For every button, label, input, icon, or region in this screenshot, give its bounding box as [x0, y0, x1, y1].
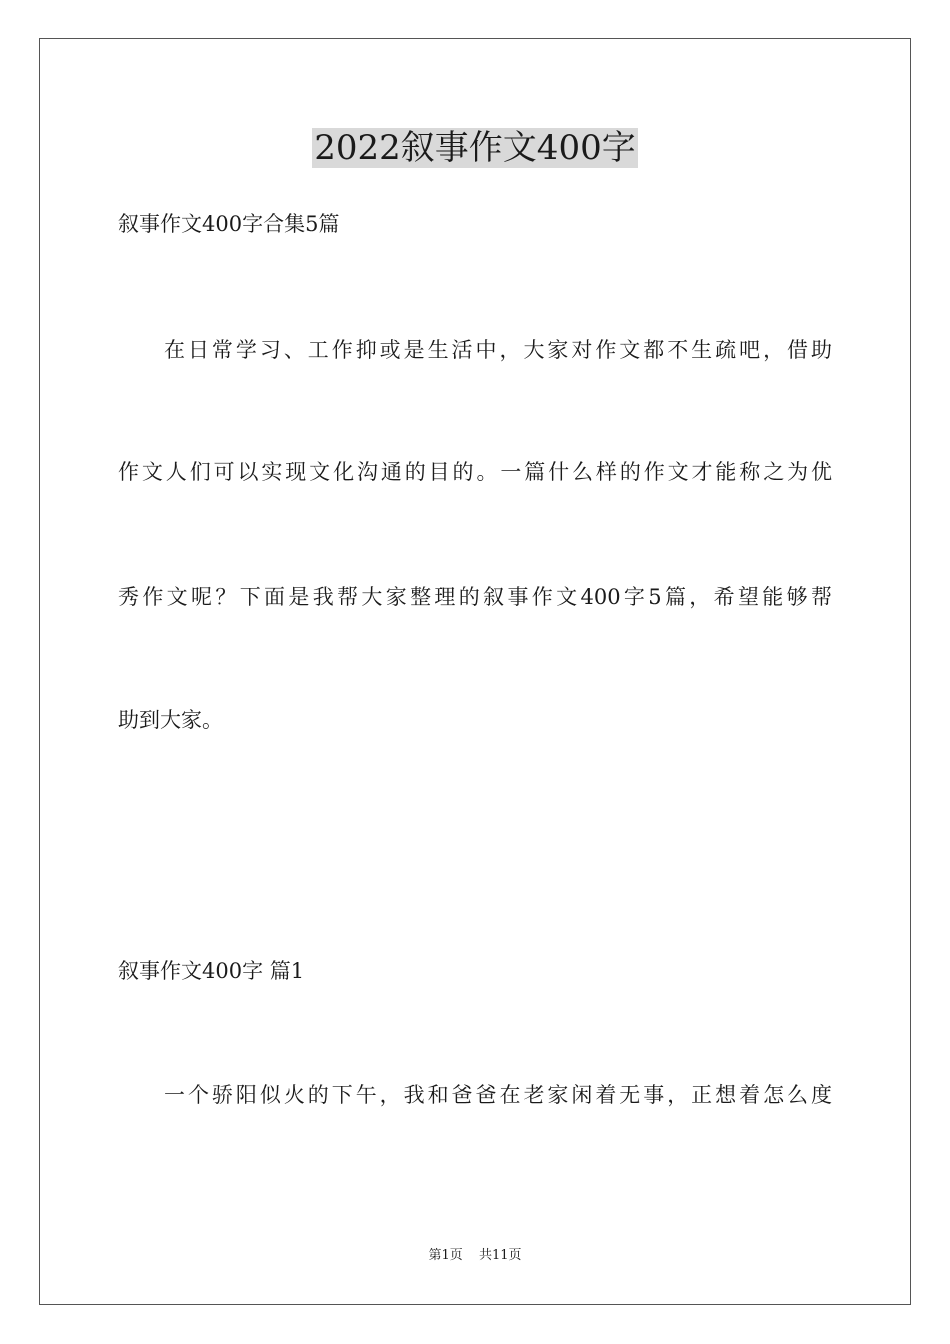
page-total: 共11页 [478, 1248, 522, 1263]
page-number: 第1页 [428, 1248, 463, 1263]
section-heading: 叙事作文400字 篇1 [118, 959, 305, 983]
paragraph-line: 助到大家。 [118, 708, 223, 732]
paragraph-line: 秀作文呢？下面是我帮大家整理的叙事作文400字5篇，希望能够帮 [118, 585, 832, 609]
paragraph-line: 在日常学习、工作抑或是生活中，大家对作文都不生疏吧，借助 [164, 338, 832, 362]
page-footer [0, 1246, 950, 1266]
title-text: 2022叙事作文400字 [314, 128, 636, 168]
paragraph-line: 作文人们可以实现文化沟通的目的。一篇什么样的作文才能称之为优 [118, 460, 832, 484]
document-subtitle: 叙事作文400字合集5篇 [118, 212, 340, 236]
paragraph-line: 一个骄阳似火的下午，我和爸爸在老家闲着无事，正想着怎么度 [164, 1083, 832, 1107]
document-title [0, 124, 950, 172]
